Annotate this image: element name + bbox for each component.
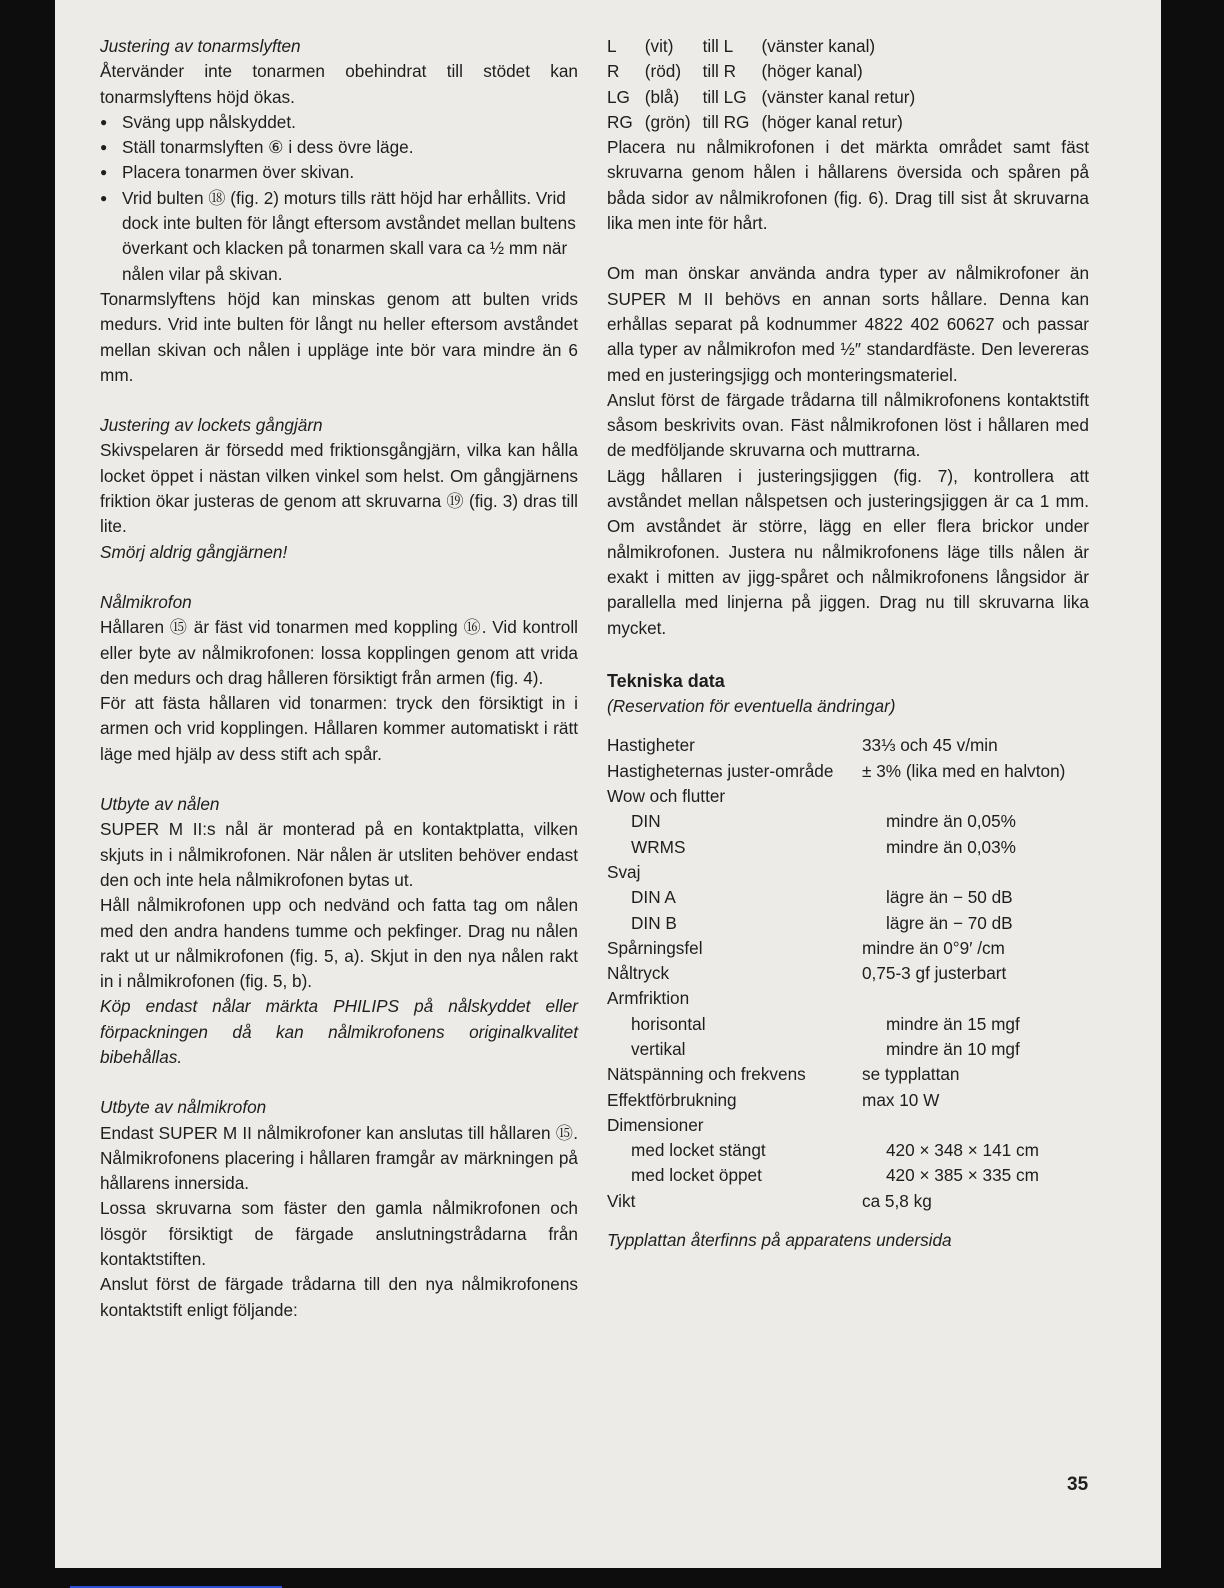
spacer	[100, 1070, 578, 1095]
spec-value: 0,75-3 gf justerbart	[862, 963, 1007, 984]
spec-row	[607, 759, 1089, 784]
paragraph: Endast SUPER M II nålmikrofoner kan anslutas till hållaren ⑮. Nålmikrofonens placering i hållaren framgår av märkningen på hållarens innersida.	[100, 1122, 578, 1194]
paragraph: Återvänder inte tonarmen obehindrat till stödet kan tonarmslyftens höjd ökas.	[100, 61, 578, 107]
spec-value: max 10 W	[862, 1089, 940, 1110]
spec-label: Effektförbrukning	[607, 1089, 737, 1110]
spec-value	[862, 784, 1089, 809]
table-cell: (vänster kanal retur)	[761, 86, 916, 107]
heading-nalmikrofon: Nålmikrofon	[100, 591, 192, 612]
spec-value: 420 × 348 × 141 cm	[886, 1140, 1039, 1161]
spec-row	[607, 860, 1089, 885]
page-number: 35	[1067, 1474, 1089, 1495]
spec-label: DIN A	[631, 887, 676, 908]
table-cell: till RG	[702, 111, 750, 132]
spec-label: WRMS	[631, 836, 686, 857]
paragraph: För att fästa hållaren vid tonarmen: tryck den försiktigt in i armen och vrid kopplingen. Hållaren kommer automatiskt i rätt läge med hjälp av dess stift ach spår.	[100, 693, 578, 764]
spacer	[607, 719, 1089, 733]
bullet-item: ● Vrid bulten ⑱ (fig. 2) moturs tills rätt höjd har erhållits. Vrid dock inte bulten för långt eftersom avståndet mellan bultens överkant och klacken på tonarmen skall vara ca ½ mm när nålen vilar på skivan.	[100, 186, 578, 287]
table-cell: till L	[702, 36, 734, 56]
table-cell: (röd)	[644, 61, 682, 82]
spec-value: mindre än 10 mgf	[886, 1038, 1020, 1059]
spec-list	[607, 733, 1089, 1214]
spec-row	[607, 1088, 1089, 1113]
spec-value: mindre än 0,05%	[886, 811, 1016, 832]
spec-row	[607, 911, 1089, 936]
spec-label: DIN B	[631, 912, 677, 933]
spec-label: Nätspänning och frekvens	[607, 1064, 806, 1085]
paragraph: Lägg hållaren i justeringsjiggen (fig. 7), kontrollera att avståndet mellan nålspetsen och justeringsjiggen är ca 1 mm. Om avståndet är större, lägg en eller flera brickor under nålmikrofonen. Justera nu nålmikrofonens läge tills nålen är exakt i mitten av jigg-spåret och nålmikrofonens långsidor är parallella med linjerna på jiggen. Drag nu till skruvarna lika mycket.	[607, 465, 1089, 638]
tech-data-subtitle: (Reservation för eventuella ändringar)	[607, 696, 896, 717]
paragraph: Hållaren ⑮ är fäst vid tonarmen med koppling ⑯. Vid kontroll eller byte av nålmikrofonen: lossa kopplingen genom att vrida den medurs och drag hålleren försiktigt från armen (fig. 4).	[100, 617, 578, 688]
spec-value: lägre än − 70 dB	[886, 912, 1013, 933]
table-row	[607, 110, 927, 135]
spec-row	[607, 1012, 1089, 1037]
spec-row	[607, 936, 1089, 961]
table-cell: (vänster kanal)	[761, 36, 876, 56]
spec-label: Armfriktion	[607, 988, 690, 1009]
table-row	[607, 34, 927, 59]
spacer	[100, 565, 578, 590]
table-row	[607, 59, 927, 84]
spec-row	[607, 733, 1089, 758]
spec-label: Hastigheter	[607, 735, 695, 756]
paragraph: Skivspelaren är försedd med friktionsgångjärn, vilka kan hålla locket öppet i nästan vilken vinkel som helst. Om gångjärnens friktion ökar justeras de genom att skruvarna ⑲ (fig. 3) dras till lite.	[100, 440, 578, 537]
spec-value: mindre än 15 mgf	[886, 1013, 1020, 1034]
table-cell: LG	[607, 86, 630, 107]
spec-value: se typplattan	[862, 1064, 960, 1085]
bullet-list	[100, 110, 578, 287]
spec-value: 33⅓ och 45 v/min	[862, 735, 998, 756]
spec-label: DIN	[631, 811, 661, 832]
spec-row	[607, 784, 1089, 809]
table-cell: (grön)	[644, 111, 691, 132]
bullet-item: ● Sväng upp nålskyddet.	[100, 110, 578, 135]
spec-row	[607, 1113, 1089, 1138]
connection-table	[607, 34, 927, 135]
spec-label: vertikal	[631, 1038, 686, 1059]
right-column	[607, 34, 1089, 1253]
spacer	[607, 641, 1089, 655]
spec-label: med locket stängt	[631, 1140, 766, 1161]
table-cell: (höger kanal)	[761, 61, 863, 82]
document-page	[55, 0, 1161, 1568]
left-column	[100, 34, 578, 1323]
paragraph: Håll nålmikrofonen upp och nedvänd och fatta tag om nålen med den andra handens tumme och pekfinger. Drag nu nålen rakt ut ur nålmikrofonen (fig. 5, a). Skjut in den nya nålen rakt in i nålmikrofonen (fig. 5, b).	[100, 895, 578, 992]
spec-value	[862, 1113, 1089, 1138]
spec-label: med locket öppet	[631, 1165, 762, 1186]
paragraph: SUPER M II:s nål är monterad på en kontaktplatta, vilken skjuts in i nålmikrofonen. När nålen är utsliten behöver endast den och inte hela nålmikrofonen bytas ut.	[100, 819, 578, 890]
paragraph: Anslut först de färgade trådarna till nålmikrofonens kontaktstift såsom beskrivits ovan. Fäst nålmikrofonen löst i hållaren med de medföljande skruvarna och muttrarna.	[607, 389, 1089, 461]
spec-row	[607, 885, 1089, 910]
spec-label: Vikt	[607, 1190, 636, 1211]
bullet-item: ● Ställ tonarmslyften ⑥ i dess övre läge.	[100, 135, 578, 160]
warning-text: Smörj aldrig gångjärnen!	[100, 541, 288, 562]
table-row	[607, 85, 927, 110]
spec-value	[862, 860, 1089, 885]
table-cell: R	[607, 61, 620, 82]
spec-label: Svaj	[607, 861, 641, 882]
spec-row	[607, 986, 1089, 1011]
spec-label: Dimensioner	[607, 1114, 704, 1135]
table-cell: RG	[607, 111, 633, 132]
spec-label: horisontal	[631, 1013, 706, 1034]
spacer	[100, 388, 578, 413]
spacer	[607, 236, 1089, 261]
spec-value: ± 3% (lika med en halvton)	[862, 760, 1066, 781]
spec-value: lägre än − 50 dB	[886, 887, 1013, 908]
heading-utbyte-nalen: Utbyte av nålen	[100, 794, 220, 815]
table-cell: L	[607, 36, 617, 56]
heading-tonarmslyften: Justering av tonarmslyften	[100, 36, 301, 56]
table-cell: till LG	[702, 86, 747, 107]
table-cell: (vit)	[644, 36, 674, 56]
spec-row	[607, 961, 1089, 986]
spec-value: mindre än 0,03%	[886, 836, 1016, 857]
paragraph: Lossa skruvarna som fäster den gamla nålmikrofonen och lösgör försiktigt de färgade anslutningstrådarna från kontaktstiften.	[100, 1198, 578, 1270]
paragraph: Anslut först de färgade trådarna till den nya nålmikrofonens kontaktstift enligt följande:	[100, 1274, 578, 1320]
spec-row	[607, 835, 1089, 860]
table-cell: till R	[702, 61, 737, 82]
spacer	[607, 1214, 1089, 1228]
paragraph: Om man önskar använda andra typer av nålmikrofoner än SUPER M II behövs en annan sorts hållare. Denna kan erhållas separat på kodnummer 4822 402 60627 och passar alla typer av nålmikrofon med ½″ standardfäste. Den levereras med en justeringsjigg och monteringsmateriel.	[607, 263, 1089, 385]
spec-label: Wow och flutter	[607, 786, 726, 807]
spec-value: 420 × 385 × 335 cm	[886, 1165, 1039, 1186]
heading-gangjarn: Justering av lockets gångjärn	[100, 415, 323, 436]
spec-label: Hastigheternas juster-område	[607, 760, 834, 781]
spec-value: mindre än 0°9′ /cm	[862, 937, 1005, 958]
spec-row	[607, 1138, 1089, 1163]
bullet-item: ● Placera tonarmen över skivan.	[100, 160, 578, 185]
spec-label: Spårningsfel	[607, 937, 703, 958]
heading-utbyte-nalmikrofon: Utbyte av nålmikrofon	[100, 1097, 267, 1118]
italic-note: Köp endast nålar märkta PHILIPS på nålskyddet eller förpackningen då kan nålmikrofonens originalkvalitet bibehållas.	[100, 996, 578, 1067]
spec-value: ca 5,8 kg	[862, 1190, 932, 1211]
spec-row	[607, 1189, 1089, 1214]
table-cell: (blå)	[644, 86, 680, 107]
paragraph: Placera nu nålmikrofonen i det märkta området samt fäst skruvarna genom hålen i hållarens översida och spåren på båda sidor av nålmikrofonen (fig. 6). Drag till sist åt skruvarna lika men inte för hårt.	[607, 137, 1089, 234]
tech-data-title: Tekniska data	[607, 670, 725, 691]
paragraph: Tonarmslyftens höjd kan minskas genom att bulten vrids medurs. Vrid inte bulten för långt nu heller eftersom avståndet mellan skivan och nålen i uppläge inte bör vara mindre än 6 mm.	[100, 288, 578, 385]
table-cell: (höger kanal retur)	[761, 111, 903, 132]
spec-row	[607, 1062, 1089, 1087]
spec-row	[607, 1163, 1089, 1188]
spec-label: Nåltryck	[607, 963, 670, 984]
spacer	[100, 767, 578, 792]
spec-row	[607, 809, 1089, 834]
footer-note: Typplattan återfinns på apparatens undersida	[607, 1230, 952, 1251]
spec-value	[862, 986, 1089, 1011]
spec-row	[607, 1037, 1089, 1062]
